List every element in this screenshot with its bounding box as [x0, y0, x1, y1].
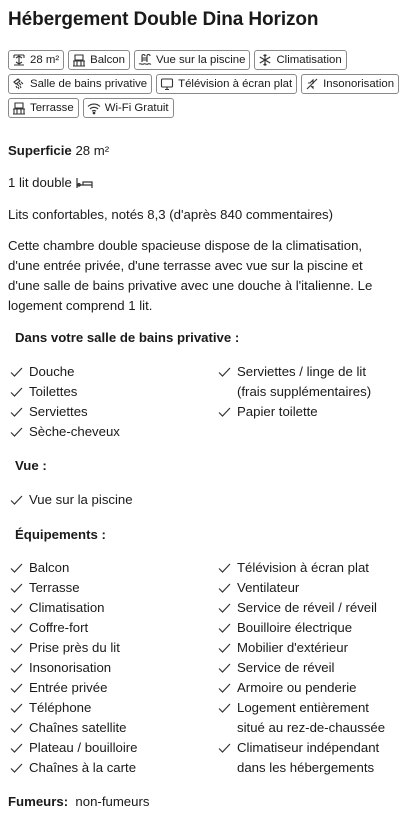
list-item: Télévision à écran plat [218, 558, 385, 578]
bathroom-list-col2 [218, 362, 371, 422]
list-item: Douche [10, 362, 120, 382]
balcony-icon [72, 53, 86, 67]
check-icon [218, 662, 231, 674]
check-icon [10, 742, 23, 754]
check-icon [218, 642, 231, 654]
equipment-list-col2 [218, 558, 385, 778]
list-item: Insonorisation [10, 658, 138, 678]
room-size-label: Superficie [8, 143, 72, 158]
room-size [8, 143, 109, 158]
list-item-continuation: dans les hébergements [237, 760, 375, 775]
smoking-value: non-fumeurs [75, 794, 150, 809]
list-item: Ventilateur [218, 578, 385, 598]
list-item: Service de réveil [218, 658, 385, 678]
bathroom-list-col1 [10, 362, 120, 442]
facility-chip-size: 28 m² [8, 50, 64, 70]
bathroom-heading: Dans votre salle de bains privative : [15, 330, 240, 345]
check-icon [218, 702, 231, 714]
check-icon [218, 406, 231, 418]
list-item-continuation: situé au rez-de-chaussée [237, 720, 386, 735]
check-icon [10, 366, 23, 378]
equipment-heading: Équipements : [15, 527, 106, 542]
check-icon [218, 602, 231, 614]
soundproof-icon [305, 77, 319, 91]
view-heading: Vue : [15, 458, 47, 473]
smoking-policy [8, 794, 149, 809]
list-item: Prise près du lit [10, 638, 138, 658]
check-icon [10, 562, 23, 574]
list-item: Entrée privée [10, 678, 138, 698]
check-icon [10, 662, 23, 674]
bed-icon [76, 177, 93, 189]
check-icon [10, 682, 23, 694]
pool-view-icon [138, 53, 152, 67]
snowflake-icon [258, 53, 272, 67]
facility-chips [8, 50, 400, 118]
list-item: Téléphone [10, 698, 138, 718]
bed-info [8, 175, 93, 190]
check-icon [10, 406, 23, 418]
list-item: Chaînes à la carte [10, 758, 138, 778]
list-item: Bouilloire électrique [218, 618, 385, 638]
terrace-icon [12, 101, 26, 115]
list-item: Vue sur la piscine [10, 490, 133, 510]
list-item: Coffre-fort [10, 618, 138, 638]
check-icon [10, 702, 23, 714]
list-item: Mobilier d'extérieur [218, 638, 385, 658]
check-icon [218, 742, 231, 754]
list-item: Logement entièrement [218, 698, 385, 718]
bath-icon [12, 77, 26, 91]
check-icon [218, 682, 231, 694]
tv-icon [160, 77, 174, 91]
facility-chip-wifi: Wi-Fi Gratuit [83, 98, 174, 118]
list-item: Toilettes [10, 382, 120, 402]
check-icon [10, 582, 23, 594]
room-size-value: 28 m² [75, 143, 110, 158]
facility-chip-balcony: Balcon [68, 50, 130, 70]
list-item-continuation: (frais supplémentaires) [237, 384, 372, 399]
smoking-label: Fumeurs: [8, 794, 69, 809]
check-icon [218, 366, 231, 378]
list-item: Sèche-cheveux [10, 422, 120, 442]
bed-rating: Lits confortables, notés 8,3 (d'après 840 commentaires) [8, 207, 334, 222]
list-item: Climatiseur indépendant [218, 738, 385, 758]
facility-chip-bathroom: Salle de bains privative [8, 74, 152, 94]
check-icon [218, 622, 231, 634]
list-item: Terrasse [10, 578, 138, 598]
check-icon [218, 562, 231, 574]
wifi-icon [87, 101, 101, 115]
room-size-icon [12, 53, 26, 67]
room-title: Hébergement Double Dina Horizon [8, 9, 319, 30]
list-item: Service de réveil / réveil [218, 598, 385, 618]
list-item: Papier toilette [218, 402, 371, 422]
list-item: Climatisation [10, 598, 138, 618]
bed-text: 1 lit double [8, 175, 72, 190]
check-icon [10, 622, 23, 634]
view-list [10, 490, 133, 510]
list-item: Serviettes / linge de lit [218, 362, 371, 382]
facility-chip-aircon: Climatisation [254, 50, 346, 70]
list-item: Serviettes [10, 402, 120, 422]
check-icon [218, 582, 231, 594]
check-icon [10, 762, 23, 774]
facility-chip-pool-view: Vue sur la piscine [134, 50, 250, 70]
equipment-list-col1 [10, 558, 138, 778]
check-icon [10, 602, 23, 614]
list-item: Balcon [10, 558, 138, 578]
list-item: Armoire ou penderie [218, 678, 385, 698]
check-icon [10, 494, 23, 506]
facility-chip-tv: Télévision à écran plat [156, 74, 297, 94]
room-description: Cette chambre double spacieuse dispose de la climatisation, d'une entrée privée, d'une terrasse avec vue sur la piscine et d'une salle de bains privative avec une douche à l'italienne. Le logement comprend 1 lit. [8, 238, 373, 313]
check-icon [10, 642, 23, 654]
check-icon [10, 722, 23, 734]
facility-chip-terrace: Terrasse [8, 98, 79, 118]
list-item: Plateau / bouilloire [10, 738, 138, 758]
facility-chip-soundproof: Insonorisation [301, 74, 399, 94]
check-icon [10, 386, 23, 398]
check-icon [10, 426, 23, 438]
list-item: Chaînes satellite [10, 718, 138, 738]
